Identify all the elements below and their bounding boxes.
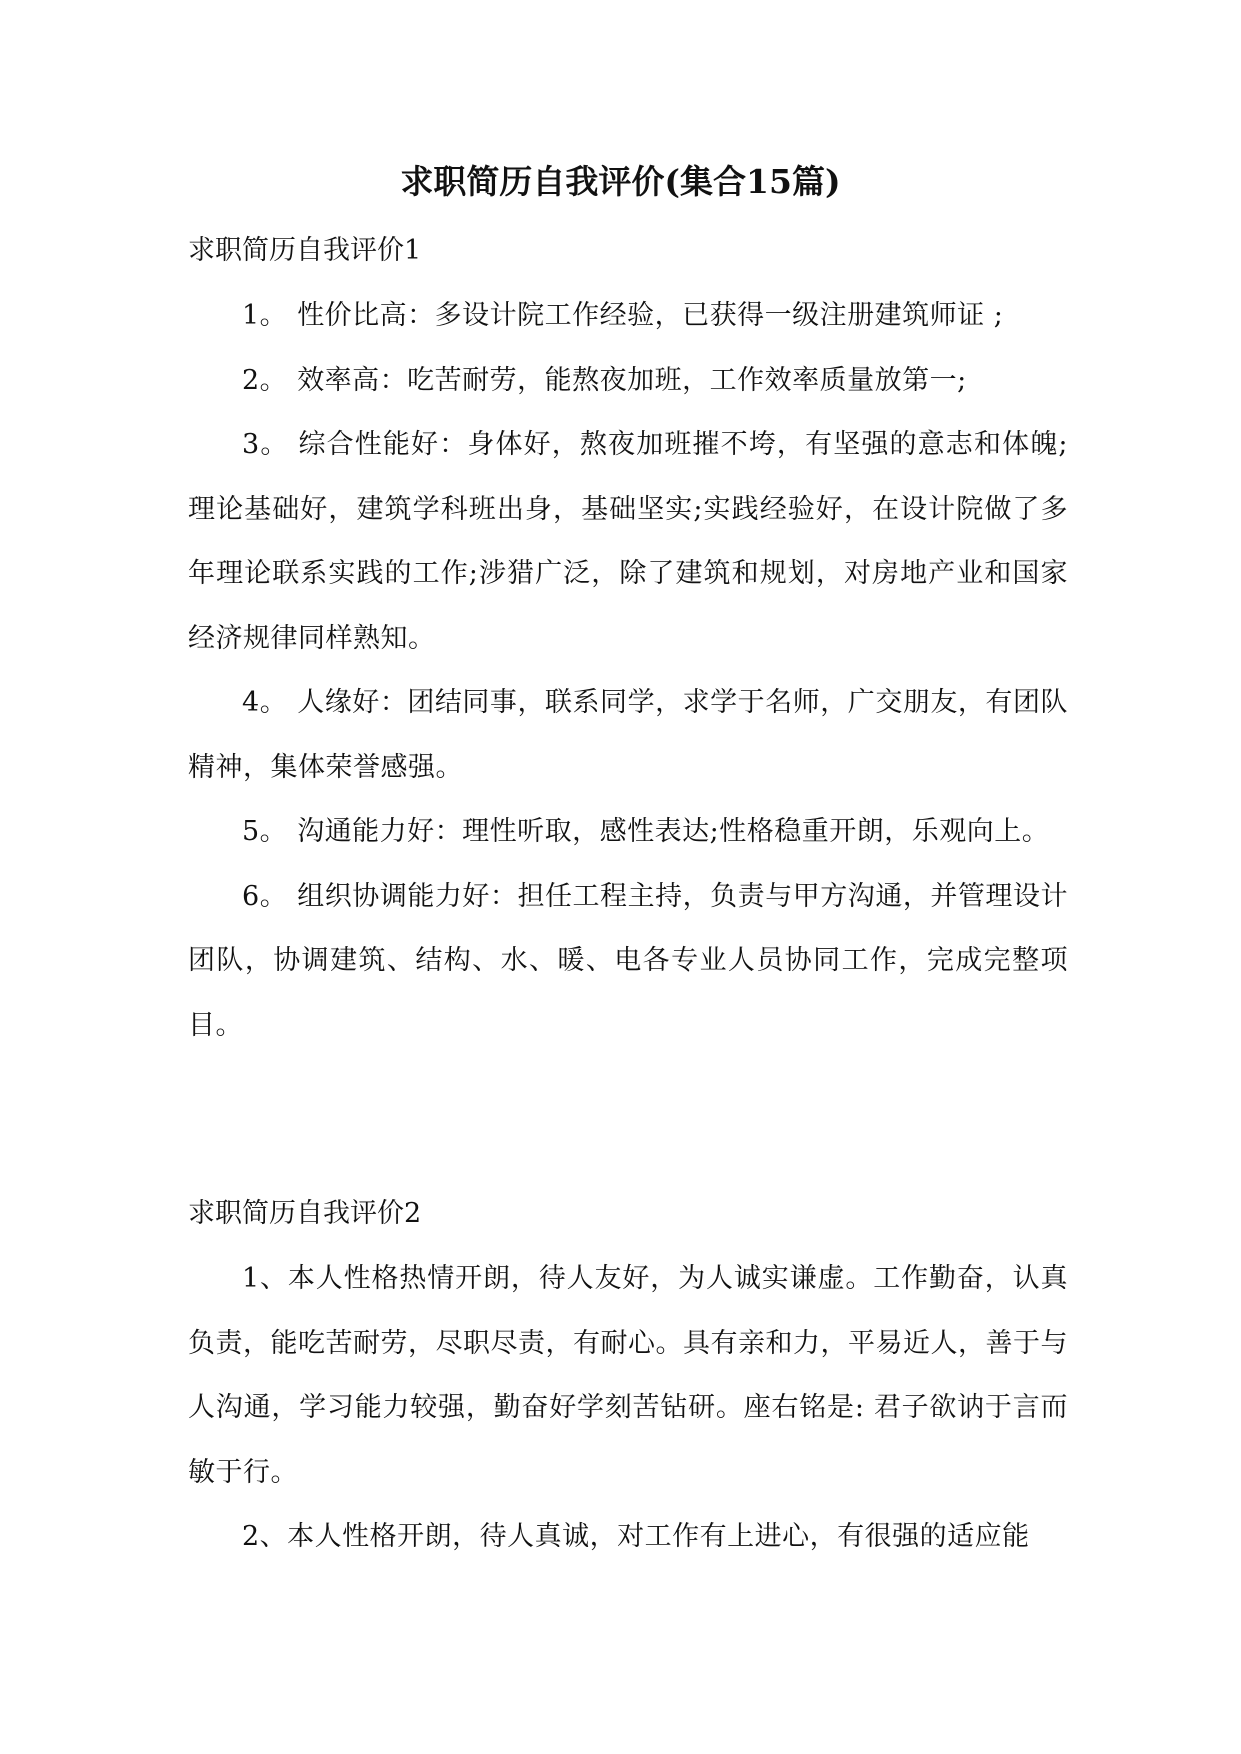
paragraph-item-2 <box>188 1505 1068 1570</box>
paragraph-item-5 <box>188 800 1068 865</box>
section-self-evaluation-2 <box>188 1181 1068 1570</box>
item-text: 人缘好：团结同事，联系同学，求学于名师，广交朋友，有团队精神，集体荣誉感强。 <box>188 687 1068 783</box>
item-number: 4。 <box>242 687 288 718</box>
item-text: 综合性能好：身体好，熬夜加班摧不垮，有坚强的意志和体魄;理论基础好，建筑学科班出身，基础坚实;实践经验好，在设计院做了多年理论联系实践的工作;涉猎广泛，除了建筑和规划，对房地产业和国家经济规律同样熟知。 <box>188 429 1068 654</box>
item-text: 效率高：吃苦耐劳，能熬夜加班，工作效率质量放第一; <box>297 364 967 396</box>
section-heading: 求职简历自我评价2 <box>188 1198 422 1229</box>
item-number: 3。 <box>242 429 289 460</box>
item-number: 1。 <box>242 300 288 331</box>
section-heading: 求职简历自我评价1 <box>188 235 422 266</box>
item-text: 性价比高：多设计院工作经验，已获得一级注册建筑师证 ; <box>297 300 1004 331</box>
item-number: 5。 <box>242 816 288 847</box>
item-text: 2、本人性格开朗，待人真诚，对工作有上进心，有很强的适应能 <box>242 1521 1030 1552</box>
paragraph-item-6 <box>188 865 1068 1059</box>
paragraph-item-1 <box>188 1247 1068 1505</box>
item-text: 1、本人性格热情开朗，待人友好，为人诚实谦虚。工作勤奋，认真负责，能吃苦耐劳，尽职尽责，有耐心。具有亲和力，平易近人，善于与人沟通，学习能力较强，勤奋好学刻苦钻研。座右铭是: 君子欲讷于言而敏于行。 <box>188 1263 1068 1488</box>
section-self-evaluation-1 <box>188 218 1068 1058</box>
item-text: 沟通能力好：理性听取，感性表达;性格稳重开朗，乐观向上。 <box>297 816 1050 847</box>
item-number: 6。 <box>242 880 288 912</box>
paragraph-item-4 <box>188 671 1068 800</box>
document-title: 求职简历自我评价(集合15篇) <box>400 162 841 201</box>
item-text: 组织协调能力好：担任工程主持，负责与甲方沟通，并管理设计团队，协调建筑、结构、水、暖、电各专业人员协同工作，完成完整项目。 <box>188 880 1068 1041</box>
paragraph-item-2 <box>188 349 1068 414</box>
item-number: 2。 <box>242 364 288 396</box>
paragraph-item-1 <box>188 284 1068 349</box>
paragraph-item-3 <box>188 413 1068 671</box>
